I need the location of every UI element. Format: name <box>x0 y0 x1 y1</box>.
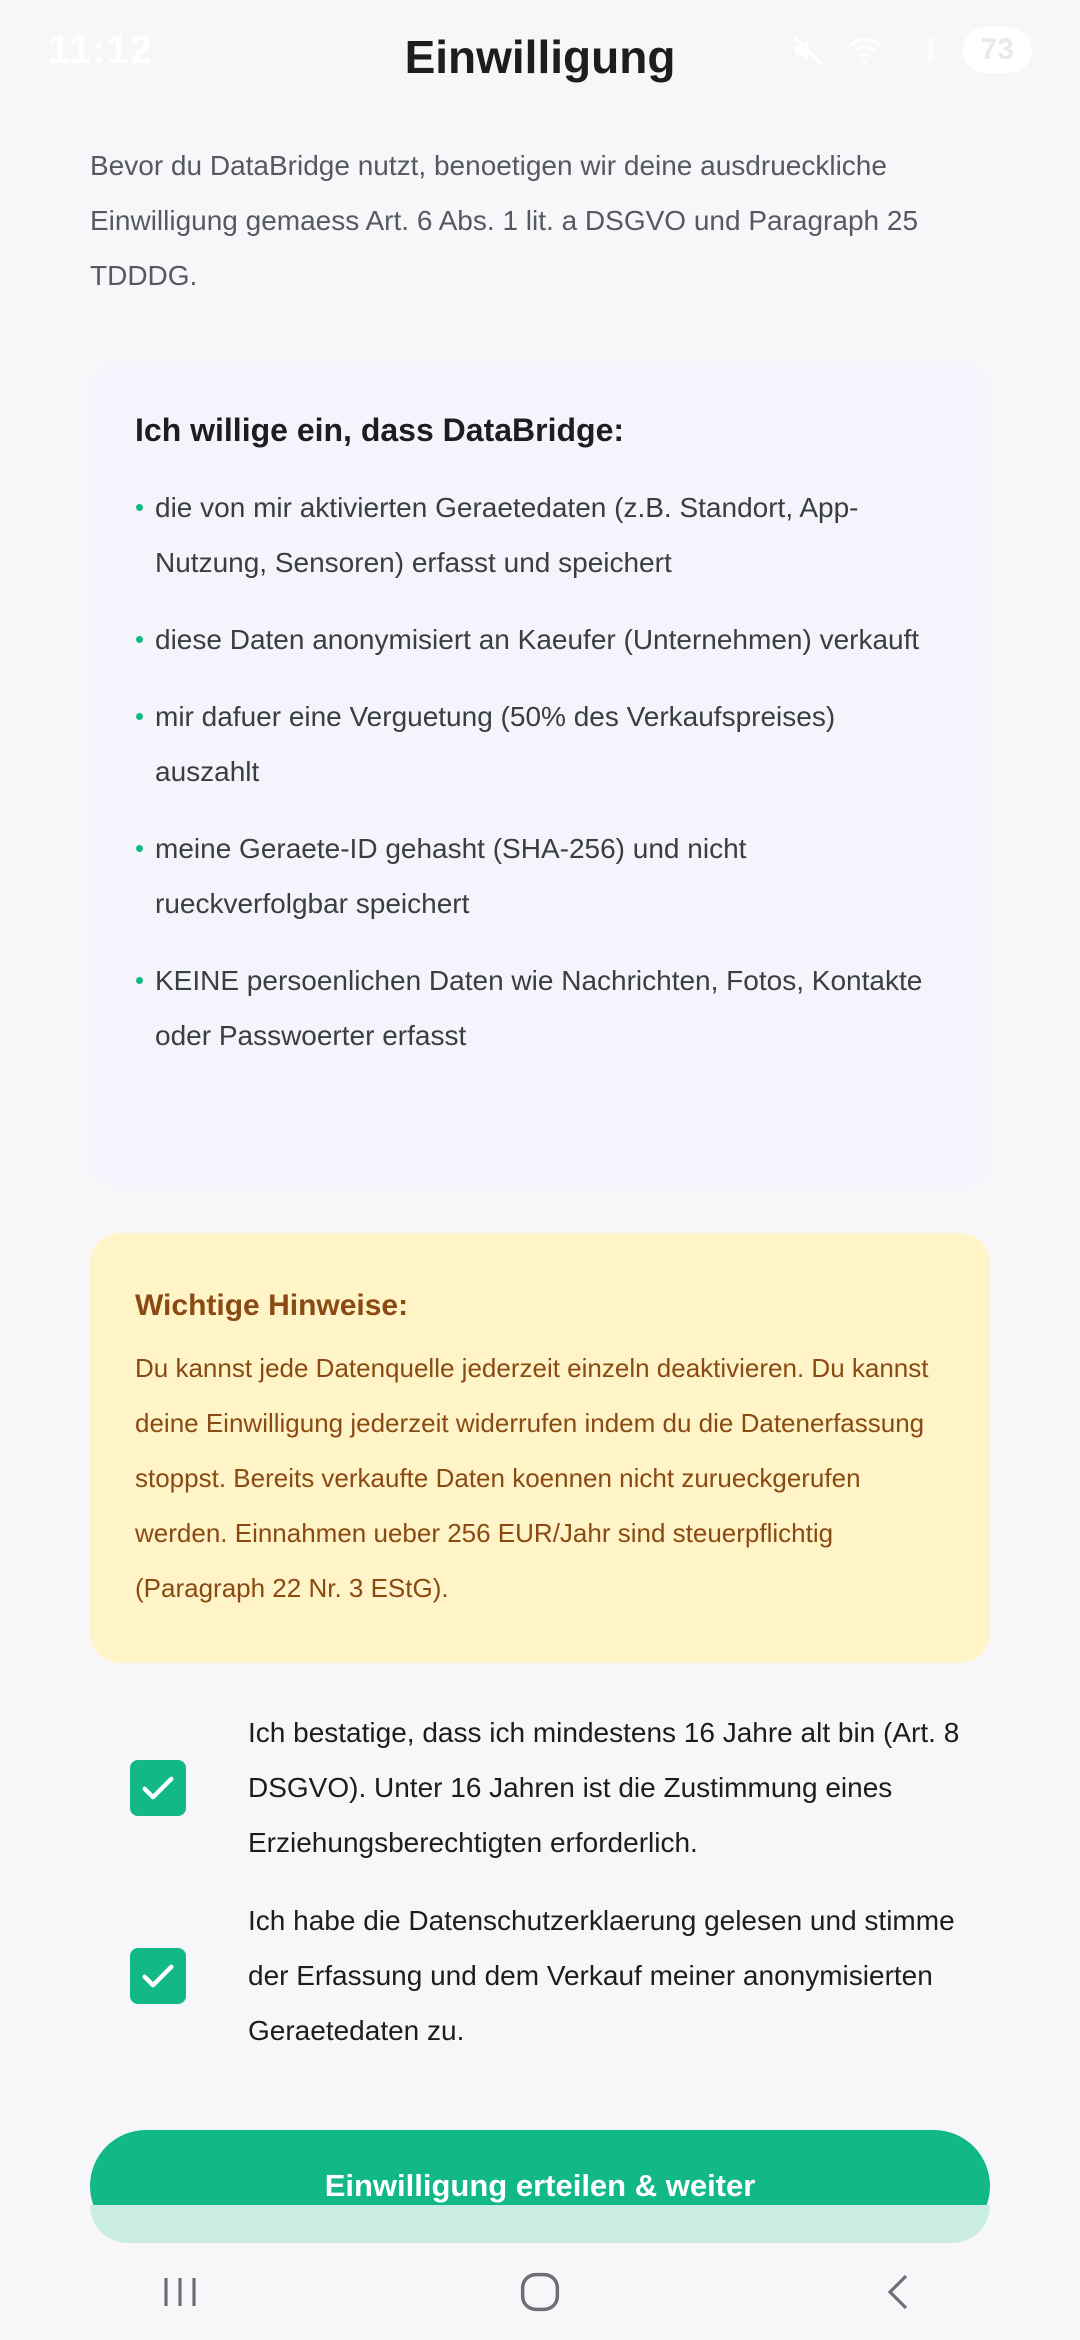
age-confirmation-label: Ich bestatige, dass ich mindestens 16 Jahre alt bin (Art. 8 DSGVO). Unter 16 Jahren ist die Zustimmung eines Erziehungsberechtigten erforderlich. <box>248 1717 960 1858</box>
privacy-consent-row[interactable] <box>90 1893 990 2058</box>
consent-item-text: meine Geraete-ID gehasht (SHA-256) und nicht rueckverfolgbar speichert <box>155 833 747 919</box>
bullet-icon: • <box>135 492 145 522</box>
home-icon <box>514 2266 566 2318</box>
consent-item-text: diese Daten anonymisiert an Kaeufer (Unternehmen) verkauft <box>155 624 920 655</box>
consent-heading: Ich willige ein, dass DataBridge: <box>135 412 625 448</box>
recent-apps-button[interactable] <box>140 2252 220 2332</box>
notice-text: Du kannst jede Datenquelle jederzeit einzeln deaktivieren. Du kannst deine Einwilligung jederzeit widerrufen indem du die Datenerfassung stoppst. Bereits verkaufte Daten koennen nicht zurueckgerufen werden. Einnahmen ueber 256 EUR/Jahr sind steuerpflichtig (Paragraph 22 Nr. 3 EStG). <box>135 1353 929 1603</box>
consent-item-text: KEINE persoenlichen Daten wie Nachrichten, Fotos, Kontakte oder Passwoerter erfasst <box>155 965 923 1051</box>
age-confirmation-row[interactable] <box>90 1705 990 1870</box>
back-icon <box>876 2268 924 2316</box>
status-icons <box>789 27 1032 73</box>
consent-item <box>135 953 945 1063</box>
consent-item <box>135 480 945 590</box>
consent-card <box>90 362 990 1188</box>
battery-icon: 73 <box>963 27 1032 73</box>
checkmark-icon <box>138 1768 178 1808</box>
bullet-icon: • <box>135 624 145 654</box>
wifi-icon <box>847 32 883 68</box>
status-time: 11:12 <box>48 27 154 72</box>
consent-continue-button[interactable]: Einwilligung erteilen & weiter <box>90 2130 990 2242</box>
system-nav-bar <box>0 2243 1080 2340</box>
notice-heading: Wichtige Hinweise: <box>135 1289 409 1322</box>
notice-card <box>90 1233 990 1663</box>
bullet-icon: • <box>135 701 145 731</box>
consent-item <box>135 821 945 931</box>
recent-apps-icon <box>156 2268 204 2316</box>
mute-icon <box>789 32 825 68</box>
back-button[interactable] <box>860 2252 940 2332</box>
consent-item <box>135 689 945 799</box>
consent-item <box>135 612 945 667</box>
status-bar <box>0 0 1080 100</box>
intro-text: Bevor du DataBridge nutzt, benoetigen wir deine ausdrueckliche Einwilligung gemaess Art. 6 Abs. 1 lit. a DSGVO und Paragraph 25 TDDDG. <box>90 150 919 291</box>
privacy-consent-checkbox[interactable] <box>130 1948 186 2004</box>
consent-item-text: die von mir aktivierten Geraetedaten (z.B. Standort, App-Nutzung, Sensoren) erfasst und speichert <box>155 492 859 578</box>
consent-item-text: mir dafuer eine Verguetung (50% des Verkaufspreises) auszahlt <box>155 701 836 787</box>
checkmark-icon <box>138 1956 178 1996</box>
signal-icon <box>905 32 941 68</box>
bullet-icon: • <box>135 833 145 863</box>
page-title-text: Einwilligung <box>404 31 676 83</box>
consent-list <box>135 480 945 1063</box>
scroll-fade <box>90 2205 990 2243</box>
home-button[interactable] <box>500 2252 580 2332</box>
age-confirmation-checkbox[interactable] <box>130 1760 186 1816</box>
privacy-consent-label: Ich habe die Datenschutzerklaerung gelesen und stimme der Erfassung und dem Verkauf meiner anonymisierten Geraetedaten zu. <box>248 1905 955 2046</box>
bullet-icon: • <box>135 965 145 995</box>
